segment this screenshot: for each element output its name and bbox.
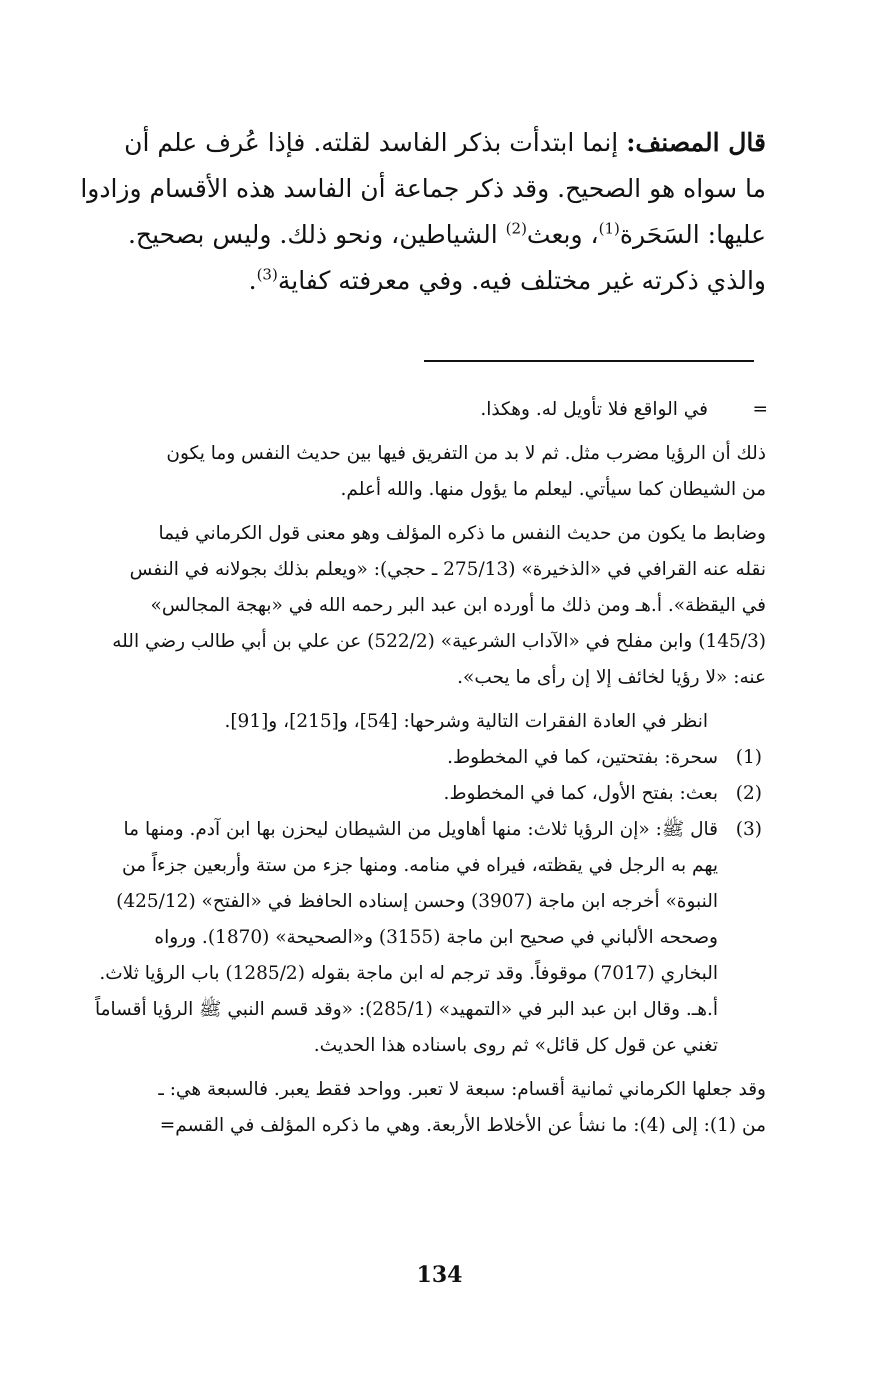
note-line: وقد جعلها الكرماني ثمانية أقسام: سبعة لا تعبر. وواحد فقط يعبر. فالسبعة هي: ـ xyxy=(158,1079,766,1100)
note-line: سحرة: بفتحتين، كما في المخطوط. xyxy=(447,747,718,768)
footnote-number: (2) xyxy=(735,783,762,804)
page-number: 134 xyxy=(416,1262,463,1288)
continuation-row xyxy=(14,392,766,428)
main-line: ما سواه هو الصحيح. وقد ذكر جماعة أن الفاسد هذه الأقسام وزادوا xyxy=(80,174,766,203)
note-line: نقله عنه القرافي في «الذخيرة» (275/13 ـ حجي): «ويعلم بذلك بجولانه في النفس xyxy=(129,559,766,580)
main-line: والذي ذكرته غير مختلف فيه. وفي معرفته كفاية$^{(3)}$. xyxy=(248,265,766,295)
note-line: من الشيطان كما سيأتي. ليعلم ما يؤول منها. والله أعلم. xyxy=(340,479,766,500)
note-line: في الواقع فلا تأويل له. وهكذا. xyxy=(480,399,708,420)
footnote-1 xyxy=(14,740,766,776)
note-line: انظر في العادة الفقرات التالية وشرحها: [54]، و[215]، و[91]. xyxy=(224,711,708,732)
footnote-separator xyxy=(424,360,754,362)
note-line: البخاري (7017) موقوفاً. وقد ترجم له ابن ماجة بقوله (1285/2) باب الرؤيا ثلاث. xyxy=(99,963,718,984)
footnote-number: (3) xyxy=(735,819,762,840)
footnote-3 xyxy=(14,812,766,1064)
note-line: تغني عن قول كل قائل» ثم روى باسناده هذا الحديث. xyxy=(313,1035,718,1056)
footnotes xyxy=(14,392,766,1144)
note-line: عنه: «لا رؤيا لخائف إلا إن رأى ما يحب». xyxy=(457,667,766,688)
main-line: عليها: السَحَرة$^{(1)}$، وبعث$^{(2)}$ الشياطين، ونحو ذلك. وليس بصحيح. xyxy=(127,219,766,249)
footnote-number: (1) xyxy=(735,747,762,768)
note-line: ذلك أن الرؤيا مضرب مثل. ثم لا بد من التفريق فيها بين حديث النفس وما يكون xyxy=(166,443,766,464)
footnote-ref[interactable]: (1) xyxy=(598,219,620,238)
speaker-label: قال المصنف: xyxy=(626,128,766,157)
note-line: من (1): إلى (4): ما نشأ عن الأخلاط الأربعة. وهي ما ذكره المؤلف في القسم= xyxy=(159,1115,766,1136)
note-line: أ.هـ. وقال ابن عبد البر في «التمهيد» (285/1): «وقد قسم النبي ﷺ الرؤيا أقساماً xyxy=(95,999,718,1020)
note-paragraph xyxy=(14,436,766,508)
note-line: وضابط ما يكون من حديث النفس ما ذكره المؤلف وهو معنى قول الكرماني فيما xyxy=(158,523,766,544)
note-line: بعث: بفتح الأول، كما في المخطوط. xyxy=(443,783,718,804)
continuation-mark: = xyxy=(752,399,768,420)
main-text xyxy=(48,120,766,304)
note-line: قال ﷺ: «إن الرؤيا ثلاث: منها أهاويل من الشيطان ليحزن بها ابن آدم. ومنها ما xyxy=(123,819,718,840)
note-line: يهم به الرجل في يقظته، فيراه في منامه. ومنها جزء من ستة وأربعين جزءاً من xyxy=(122,855,718,876)
main-line: قال المصنف: إنما ابتدأت بذكر الفاسد لقلته. فإذا عُرف علم أن xyxy=(124,128,766,157)
note-line: وصححه الألباني في صحيح ابن ماجة (3155) و«الصحيحة» (1870). ورواه xyxy=(154,927,718,948)
note-line: (145/3) وابن مفلح في «الآداب الشرعية» (522/2) عن علي بن أبي طالب رضي الله xyxy=(112,631,766,652)
note-paragraph xyxy=(14,516,766,696)
note-line: في اليقظة». أ.هـ ومن ذلك ما أورده ابن عبد البر رحمه الله في «بهجة المجالس» xyxy=(150,595,766,616)
note-paragraph xyxy=(14,1072,766,1144)
note-line: النبوة» أخرجه ابن ماجة (3907) وحسن إسناده الحافظ في «الفتح» (425/12) xyxy=(116,891,718,912)
footnote-ref[interactable]: (2) xyxy=(505,219,527,238)
footnote-2 xyxy=(14,776,766,812)
footnote-ref[interactable]: (3) xyxy=(256,265,278,284)
